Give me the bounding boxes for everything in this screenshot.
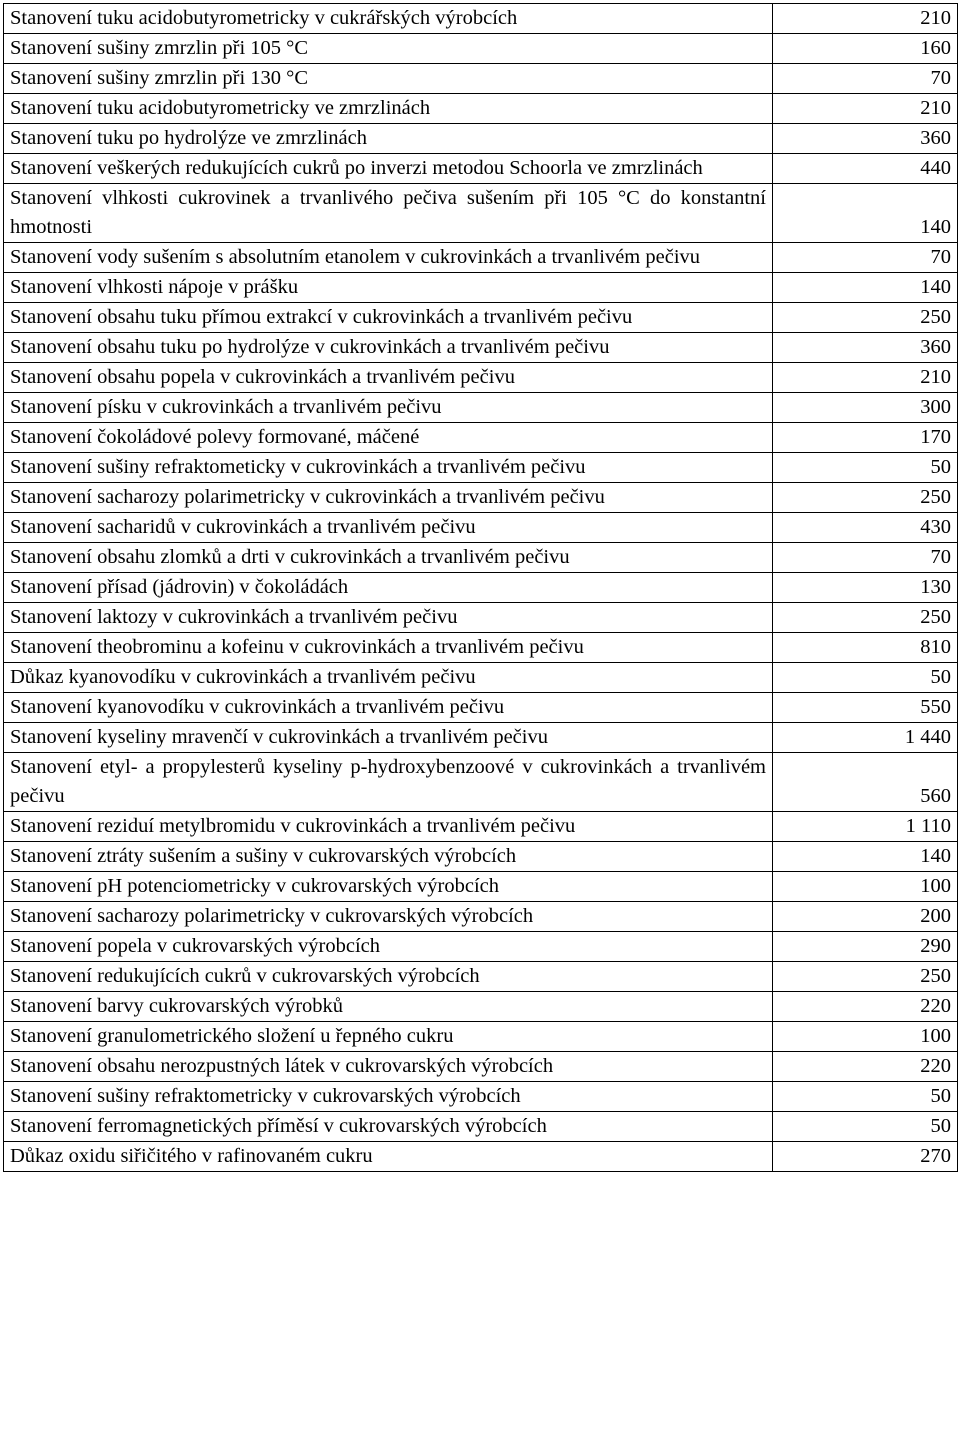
test-price: 270 (773, 1142, 958, 1172)
test-name: Stanovení ferromagnetických příměsí v cukrovarských výrobcích (4, 1112, 773, 1142)
test-name: Stanovení obsahu nerozpustných látek v cukrovarských výrobcích (4, 1052, 773, 1082)
test-name: Stanovení obsahu popela v cukrovinkách a trvanlivém pečivu (4, 363, 773, 393)
test-price: 560 (773, 753, 958, 812)
test-name: Stanovení sušiny refraktometricky v cukrovarských výrobcích (4, 1082, 773, 1112)
test-name: Stanovení reziduí metylbromidu v cukrovinkách a trvanlivém pečivu (4, 812, 773, 842)
test-price: 810 (773, 633, 958, 663)
table-row (4, 603, 958, 633)
table-row (4, 154, 958, 184)
test-price: 1 110 (773, 812, 958, 842)
table-row (4, 34, 958, 64)
test-name: Stanovení obsahu tuku přímou extrakcí v cukrovinkách a trvanlivém pečivu (4, 303, 773, 333)
test-price: 430 (773, 513, 958, 543)
test-name: Stanovení sacharozy polarimetricky v cukrovinkách a trvanlivém pečivu (4, 483, 773, 513)
test-price: 1 440 (773, 723, 958, 753)
test-name: Stanovení vody sušením s absolutním etanolem v cukrovinkách a trvanlivém pečivu (4, 243, 773, 273)
test-name: Stanovení obsahu zlomků a drti v cukrovinkách a trvanlivém pečivu (4, 543, 773, 573)
test-name: Stanovení tuku po hydrolýze ve zmrzlinách (4, 124, 773, 154)
test-price: 440 (773, 154, 958, 184)
test-name: Stanovení kyanovodíku v cukrovinkách a trvanlivém pečivu (4, 693, 773, 723)
test-price: 50 (773, 453, 958, 483)
test-price: 250 (773, 303, 958, 333)
table-row (4, 992, 958, 1022)
table-row (4, 184, 958, 243)
table-row (4, 723, 958, 753)
table-row (4, 573, 958, 603)
table-row (4, 1052, 958, 1082)
test-name: Stanovení redukujících cukrů v cukrovarských výrobcích (4, 962, 773, 992)
table-row (4, 423, 958, 453)
table-row (4, 4, 958, 34)
price-list-table (3, 3, 958, 1172)
test-price: 50 (773, 1112, 958, 1142)
test-price: 360 (773, 124, 958, 154)
test-name: Stanovení veškerých redukujících cukrů po inverzi metodou Schoorla ve zmrzlinách (4, 154, 773, 184)
table-row (4, 363, 958, 393)
table-row (4, 1022, 958, 1052)
table-row (4, 902, 958, 932)
test-name: Stanovení sacharozy polarimetricky v cukrovarských výrobcích (4, 902, 773, 932)
test-name: Stanovení vlhkosti cukrovinek a trvanlivého pečiva sušením při 105 °C do konstantní hmotnosti (4, 184, 773, 243)
test-price: 210 (773, 94, 958, 124)
table-row (4, 693, 958, 723)
table-row (4, 393, 958, 423)
table-row (4, 962, 958, 992)
test-name: Stanovení tuku acidobutyrometricky v cukrářských výrobcích (4, 4, 773, 34)
test-price: 360 (773, 333, 958, 363)
test-price: 70 (773, 64, 958, 94)
test-price: 50 (773, 1082, 958, 1112)
test-name: Stanovení pH potenciometricky v cukrovarských výrobcích (4, 872, 773, 902)
table-row (4, 1112, 958, 1142)
test-price: 140 (773, 184, 958, 243)
test-name: Stanovení sušiny refraktometicky v cukrovinkách a trvanlivém pečivu (4, 453, 773, 483)
test-price: 250 (773, 962, 958, 992)
test-price: 200 (773, 902, 958, 932)
table-row (4, 663, 958, 693)
table-row (4, 124, 958, 154)
table-row (4, 753, 958, 812)
table-row (4, 543, 958, 573)
test-price: 50 (773, 663, 958, 693)
table-row (4, 842, 958, 872)
price-list-body (4, 4, 958, 1172)
test-name: Stanovení ztráty sušením a sušiny v cukrovarských výrobcích (4, 842, 773, 872)
table-row (4, 303, 958, 333)
test-name: Stanovení vlhkosti nápoje v prášku (4, 273, 773, 303)
test-name: Stanovení tuku acidobutyrometricky ve zmrzlinách (4, 94, 773, 124)
test-price: 140 (773, 273, 958, 303)
table-row (4, 872, 958, 902)
table-row (4, 1082, 958, 1112)
table-row (4, 812, 958, 842)
table-row (4, 243, 958, 273)
test-name: Stanovení theobrominu a kofeinu v cukrovinkách a trvanlivém pečivu (4, 633, 773, 663)
table-row (4, 94, 958, 124)
test-price: 70 (773, 243, 958, 273)
test-price: 160 (773, 34, 958, 64)
table-row (4, 633, 958, 663)
test-name: Stanovení sušiny zmrzlin při 130 °C (4, 64, 773, 94)
test-name: Důkaz oxidu siřičitého v rafinovaném cukru (4, 1142, 773, 1172)
test-name: Stanovení obsahu tuku po hydrolýze v cukrovinkách a trvanlivém pečivu (4, 333, 773, 363)
test-price: 130 (773, 573, 958, 603)
test-price: 140 (773, 842, 958, 872)
table-row (4, 513, 958, 543)
table-row (4, 932, 958, 962)
table-row (4, 64, 958, 94)
test-price: 70 (773, 543, 958, 573)
test-name: Stanovení písku v cukrovinkách a trvanlivém pečivu (4, 393, 773, 423)
table-row (4, 483, 958, 513)
test-name: Stanovení popela v cukrovarských výrobcích (4, 932, 773, 962)
test-price: 210 (773, 4, 958, 34)
test-price: 250 (773, 483, 958, 513)
test-name: Důkaz kyanovodíku v cukrovinkách a trvanlivém pečivu (4, 663, 773, 693)
table-row (4, 453, 958, 483)
test-name: Stanovení kyseliny mravenčí v cukrovinkách a trvanlivém pečivu (4, 723, 773, 753)
table-row (4, 273, 958, 303)
test-price: 220 (773, 992, 958, 1022)
test-name: Stanovení etyl- a propylesterů kyseliny p-hydroxybenzoové v cukrovinkách a trvanlivém pečivu (4, 753, 773, 812)
table-row (4, 1142, 958, 1172)
test-price: 300 (773, 393, 958, 423)
table-row (4, 333, 958, 363)
test-price: 550 (773, 693, 958, 723)
test-price: 290 (773, 932, 958, 962)
test-name: Stanovení barvy cukrovarských výrobků (4, 992, 773, 1022)
test-name: Stanovení sušiny zmrzlin při 105 °C (4, 34, 773, 64)
test-price: 100 (773, 1022, 958, 1052)
test-price: 100 (773, 872, 958, 902)
test-name: Stanovení laktozy v cukrovinkách a trvanlivém pečivu (4, 603, 773, 633)
test-price: 250 (773, 603, 958, 633)
test-name: Stanovení sacharidů v cukrovinkách a trvanlivém pečivu (4, 513, 773, 543)
test-name: Stanovení granulometrického složení u řepného cukru (4, 1022, 773, 1052)
test-price: 170 (773, 423, 958, 453)
test-name: Stanovení přísad (jádrovin) v čokoládách (4, 573, 773, 603)
test-name: Stanovení čokoládové polevy formované, máčené (4, 423, 773, 453)
test-price: 220 (773, 1052, 958, 1082)
test-price: 210 (773, 363, 958, 393)
